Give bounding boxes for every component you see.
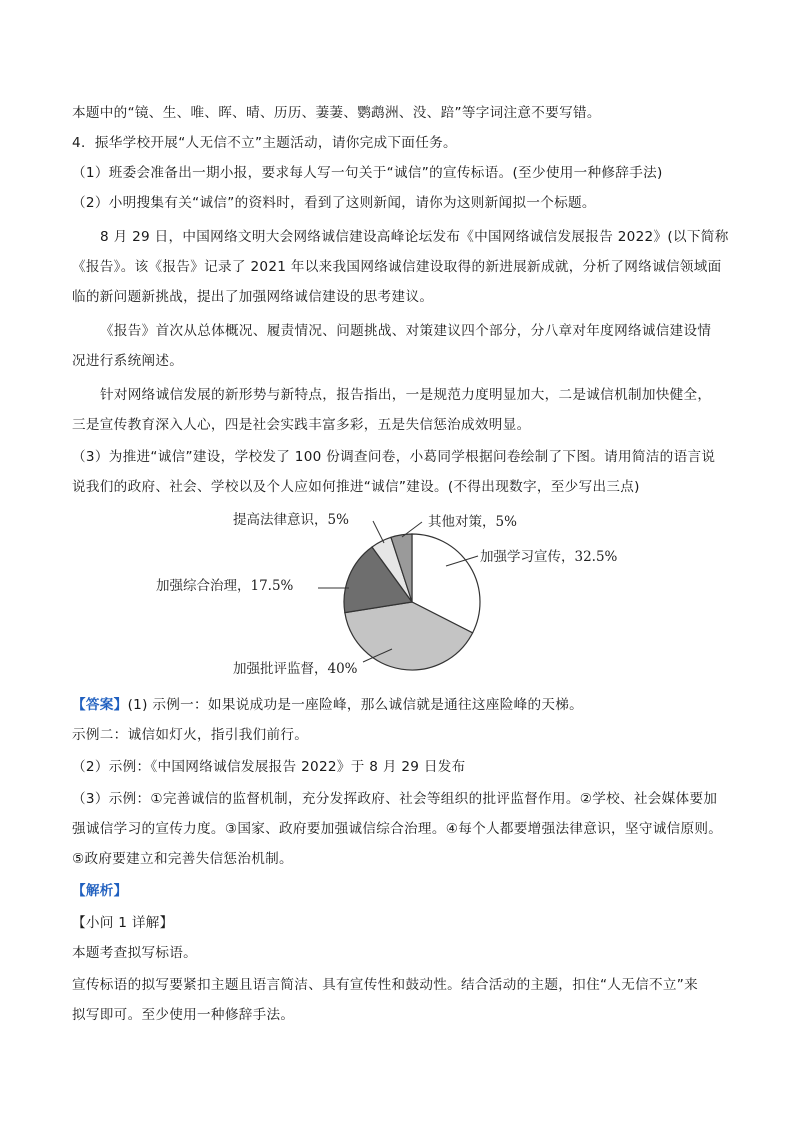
- slice-label: 提高法律意识，5%: [233, 512, 349, 528]
- answer-tag: 【答案】: [72, 697, 128, 713]
- task-3-cont: 说我们的政府、社会、学校以及个人应如何推进“诚信”建设。(不得出现数字，至少写出三点): [72, 479, 640, 495]
- answer-example-2: 示例二：诚信如灯火，指引我们前行。: [72, 727, 309, 743]
- slice-label: 其他对策，5%: [428, 514, 517, 530]
- news-paragraph-3: 针对网络诚信发展的新形势与新特点，报告指出，一是规范力度明显加大，二是诚信机制加快健全，: [100, 387, 712, 403]
- task-1: （1）班委会准备出一期小报，要求每人写一句关于“诚信”的宣传标语。(至少使用一种修辞手法): [72, 165, 663, 181]
- answer-2: （2）示例：《中国网络诚信发展报告 2022》于 8 月 29 日发布: [72, 759, 466, 775]
- task-3: （3）为推进“诚信”建设，学校发了 100 份调查问卷，小葛同学根据问卷绘制了下图。请用简洁的语言说: [72, 449, 716, 465]
- text-line: 本题中的“镜、生、唯、晖、晴、历历、萋萋、鹦鹉洲、没、踣”等字词注意不要写错。: [72, 105, 601, 121]
- analysis-text: 宣传标语的拟写要紧扣主题且语言简洁、具有宣传性和鼓动性。结合活动的主题，扣住“人无信不立”来: [72, 977, 699, 993]
- news-paragraph-3-cont: 三是宣传教育深入人心，四是社会实践丰富多彩，五是失信惩治成效明显。: [72, 417, 531, 433]
- answer-text: (1) 示例一：如果说成功是一座险峰，那么诚信就是通往这座险峰的天梯。: [127, 697, 584, 713]
- question-4-heading: 4．振华学校开展“人无信不立”主题活动，请你完成下面任务。: [72, 135, 457, 151]
- answer-3-cont: 强诚信学习的宣传力度。③国家、政府要加强诚信综合治理。④每个人都要增强法律意识，坚守诚信原则。: [72, 821, 723, 837]
- news-paragraph-1-cont: 临的新问题新挑战，提出了加强网络诚信建设的思考建议。: [72, 289, 434, 305]
- answer-line: [72, 695, 583, 715]
- answer-3-cont: ⑤政府要建立和完善失信惩治机制。: [72, 851, 293, 867]
- analysis-tag: 【解析】: [72, 883, 128, 899]
- news-paragraph-2-cont: 况进行系统阐述。: [72, 353, 184, 369]
- slice-label: 加强综合治理，17.5%: [156, 578, 294, 594]
- slice-label: 加强学习宣传，32.5%: [480, 549, 618, 565]
- news-paragraph-2: 《报告》首次从总体概况、履责情况、问题挑战、对策建议四个部分，分八章对年度网络诚信建设情: [100, 323, 712, 339]
- leader-line: [373, 521, 384, 543]
- analysis-text: 拟写即可。至少使用一种修辞手法。: [72, 1007, 295, 1023]
- analysis-text: 本题考查拟写标语。: [72, 945, 198, 961]
- news-paragraph-1: 8 月 29 日，中国网络文明大会网络诚信建设高峰论坛发布《中国网络诚信发展报告 2022》(以下简称: [100, 229, 729, 245]
- news-paragraph-1-cont: 《报告》。该《报告》记录了 2021 年以来我国网络诚信建设取得的新进展新成就，分析了网络诚信领域面: [72, 259, 722, 275]
- slice-label: 加强批评监督，40%: [233, 661, 358, 677]
- sub-question-heading: 【小问 1 详解】: [72, 915, 174, 931]
- task-2: （2）小明搜集有关“诚信”的资料时，看到了这则新闻，请你为这则新闻拟一个标题。: [72, 195, 596, 211]
- answer-3: （3）示例：①完善诚信的监督机制，充分发挥政府、社会等组织的批评监督作用。②学校、社会媒体要加: [72, 791, 718, 807]
